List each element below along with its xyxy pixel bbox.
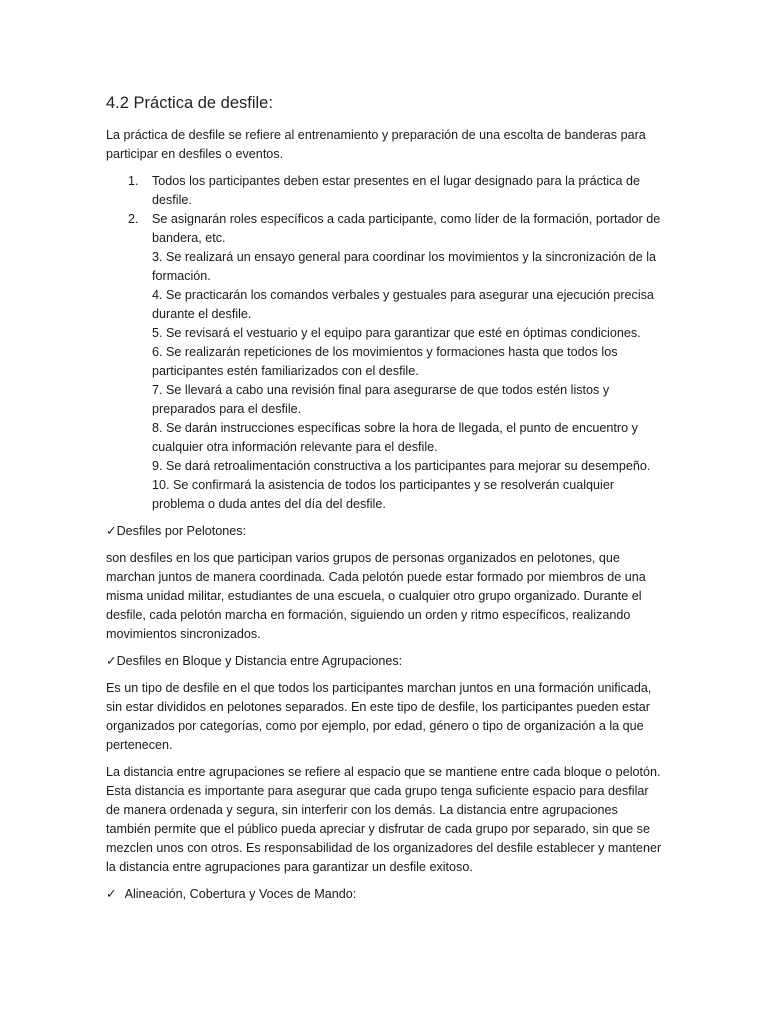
pelotones-paragraph: son desfiles en los que participan varios grupos de personas organizados en pelotones, que marchan juntos de manera coordinada. Cada pelotón puede estar formado por miembros de una misma unidad militar, estudiantes de una escuela, o cualquier otro grupo organizado. Durante el desfile, cada pelotón marcha en formación, siguiendo un orden y ritmo específicos, realizando movimientos sincronizados. <box>106 551 646 641</box>
list-item-continued: 9. Se dará retroalimentación constructiva a los participantes para mejorar su desempeño. <box>152 459 651 473</box>
bloque-paragraph: Es un tipo de desfile en el que todos los participantes marchan juntos en una formación unificada, sin estar divididos en pelotones separados. En este tipo de desfile, los participantes pueden estar organizados por categorías, como por ejemplo, por edad, género o tipo de organización a la que pertenecen. <box>106 681 652 752</box>
section-title-text: Desfiles por Pelotones: <box>116 524 247 538</box>
section-title-text: Desfiles en Bloque y Distancia entre Agrupaciones: <box>116 654 403 668</box>
list-item-continued: 3. Se realizará un ensayo general para coordinar los movimientos y la sincronización de la formación. <box>152 250 657 283</box>
section-heading: 4.2 Práctica de desfile: <box>106 94 273 112</box>
list-item-continued: 4. Se practicarán los comandos verbales y gestuales para asegurar una ejecución precisa durante el desfile. <box>152 288 654 321</box>
document-page <box>106 90 666 912</box>
list-item-text: Se asignarán roles específicos a cada participante, como líder de la formación, portador de bandera, etc. <box>152 212 661 245</box>
checkmark-icon: ✓ <box>106 887 117 901</box>
section-title-bloque <box>106 652 666 671</box>
intro-paragraph: La práctica de desfile se refiere al entrenamiento y preparación de una escolta de banderas para participar en desfiles o eventos. <box>106 128 646 161</box>
section-title-pelotones <box>106 522 666 541</box>
list-item-number: 1. <box>128 174 139 188</box>
distancia-paragraph: La distancia entre agrupaciones se refiere al espacio que se mantiene entre cada bloque o pelotón. Esta distancia es importante para asegurar que cada grupo tenga suficiente espacio para desfilar de manera ordenada y segura, sin interferir con los demás. La distancia entre agrupaciones también permite que el público pueda apreciar y disfrutar de cada grupo por separado, sin que se mezclen unos con otros. Es responsabilidad de los organizadores del desfile establecer y mantener la distancia entre agrupaciones para garantizar un desfile exitoso. <box>106 765 662 874</box>
list-item <box>106 172 666 210</box>
checkmark-icon: ✓ <box>106 524 117 538</box>
list-item-continued: 8. Se darán instrucciones específicas sobre la hora de llegada, el punto de encuentro y cualquier otra información relevante para el desfile. <box>152 421 638 454</box>
list-item-number: 2. <box>128 212 139 226</box>
list-item-continued: 7. Se llevará a cabo una revisión final para asegurarse de que todos estén listos y preparados para el desfile. <box>152 383 610 416</box>
numbered-list <box>106 172 666 514</box>
section-title-alineacion <box>106 885 666 904</box>
list-item-continued: 6. Se realizarán repeticiones de los movimientos y formaciones hasta que todos los participantes estén familiarizados con el desfile. <box>152 345 618 378</box>
checkmark-icon: ✓ <box>106 654 117 668</box>
list-item-continued: 5. Se revisará el vestuario y el equipo para garantizar que esté en óptimas condiciones. <box>152 326 641 340</box>
list-item-continued: 10. Se confirmará la asistencia de todos los participantes y se resolverán cualquier problema o duda antes del día del desfile. <box>152 478 615 511</box>
list-item <box>106 210 666 248</box>
list-item-text: Todos los participantes deben estar presentes en el lugar designado para la práctica de desfile. <box>152 174 640 207</box>
section-title-text: Alineación, Cobertura y Voces de Mando: <box>124 887 357 901</box>
